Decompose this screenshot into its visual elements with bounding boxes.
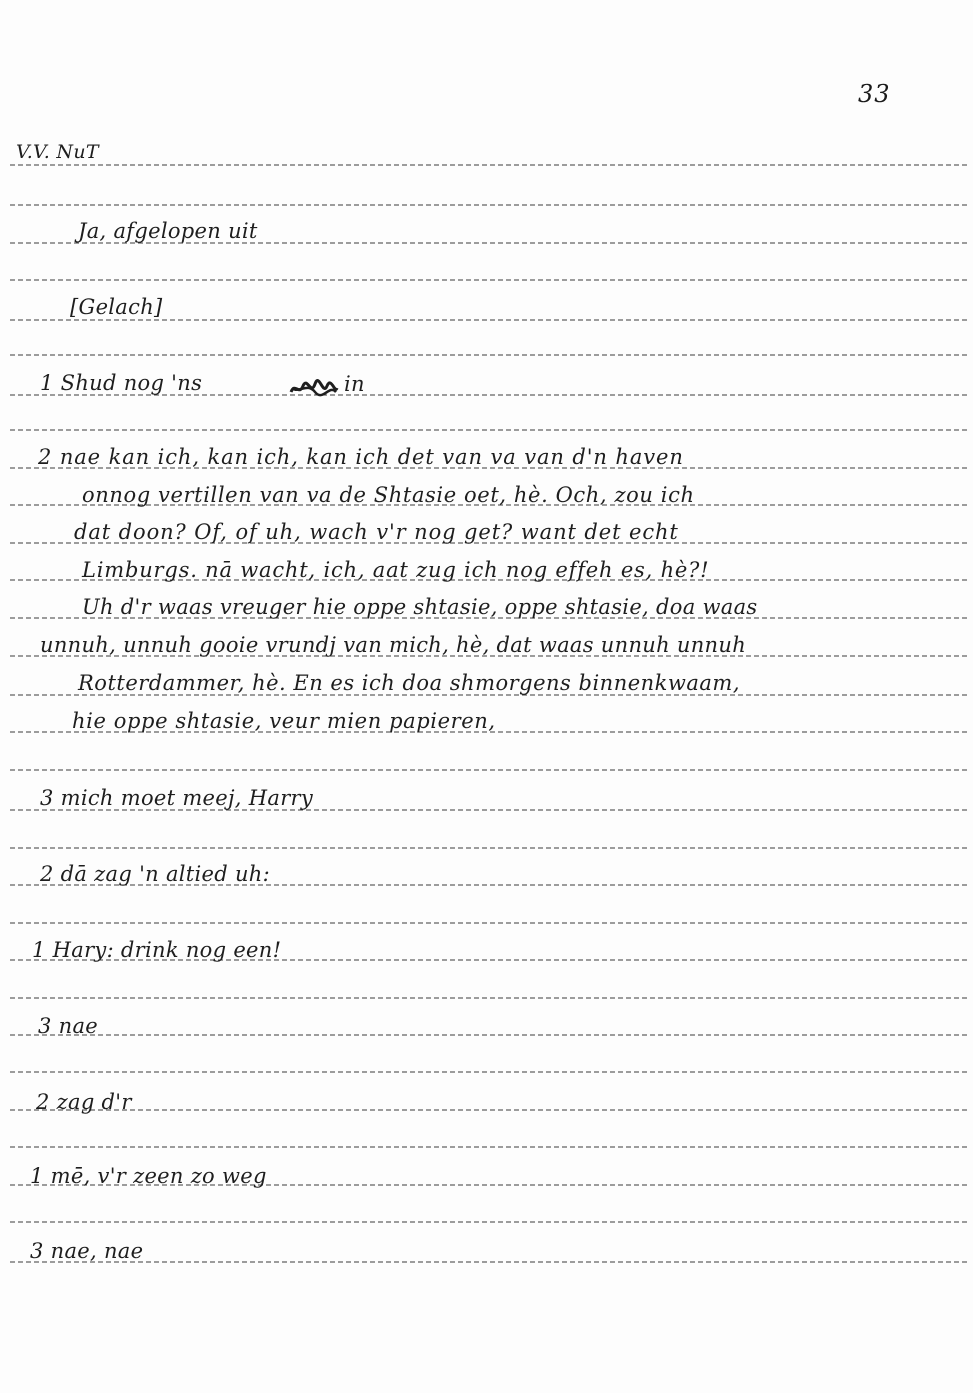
text-line: 2 zag d'r [36, 1090, 132, 1114]
text-line: Limburgs. nā wacht, ich, aat zug ich nog effeh es, hè?! [82, 558, 710, 582]
text-line: unnuh, unnuh gooie vrundj van mich, hè, dat waas unnuh unnuh [40, 633, 747, 657]
text-line: Rotterdammer, hè. En es ich doa shmorgens binnenkwaam, [78, 671, 741, 695]
text-line: 1 Shud nog 'ns [40, 371, 203, 395]
text-line: Uh d'r waas vreuger hie oppe shtasie, oppe shtasie, doa waas [82, 595, 758, 619]
text-line: 3 nae, nae [30, 1239, 144, 1263]
text-line: hie oppe shtasie, veur mien papieren, [72, 709, 496, 733]
text-line: 3 nae [38, 1014, 99, 1038]
text-line: 1 Hary: drink nog een! [32, 938, 282, 962]
text-line: 2 nae kan ich, kan ich, kan ich det van va van d'n haven [38, 445, 684, 469]
text-line: Ja, afgelopen uit [78, 219, 258, 243]
scribbled-out-word [289, 378, 339, 400]
text-line: dat doon? Of, of uh, wach v'r nog get? want det echt [74, 520, 679, 544]
text-line: 3 mich moet meej, Harry [40, 786, 314, 810]
page-number: 33 [858, 80, 891, 108]
header-title: V.V. NuT [16, 141, 99, 163]
text-line: in [344, 372, 365, 396]
text-line: [Gelach] [70, 295, 163, 319]
text-line: 1 mē, v'r zeen zo weg [30, 1164, 267, 1188]
text-line: 2 dā zag 'n altied uh: [40, 862, 271, 886]
text-line: onnog vertillen van va de Shtasie oet, hè. Och, zou ich [82, 483, 695, 507]
